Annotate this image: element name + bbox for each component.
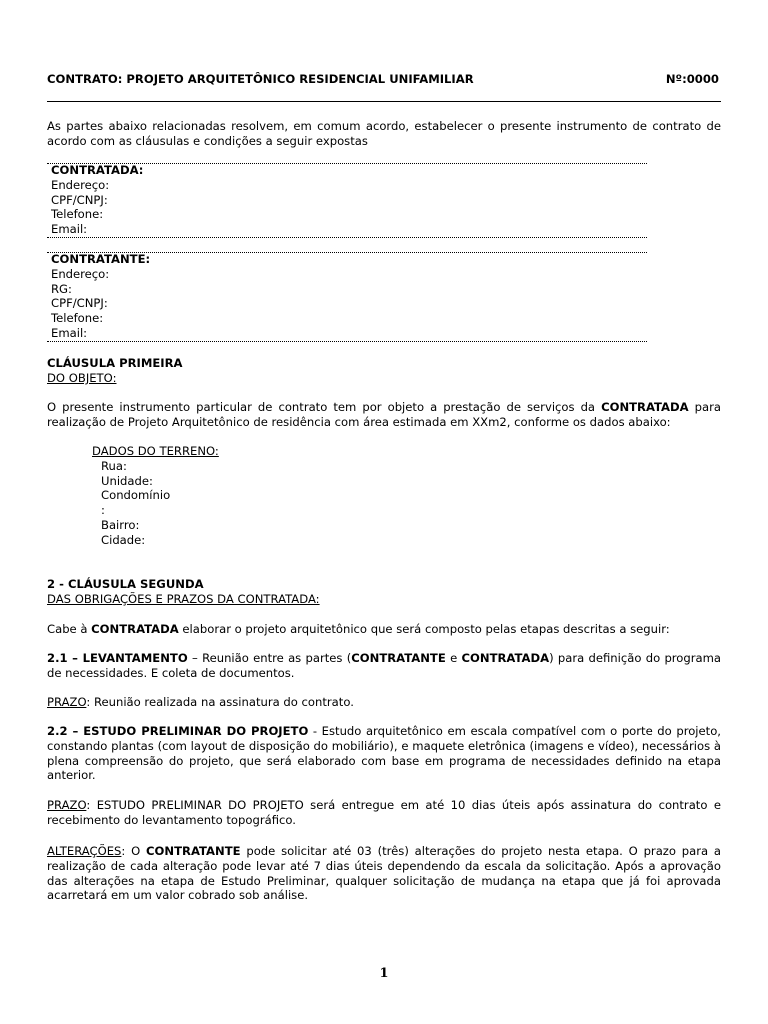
contratante-field: RG: bbox=[51, 281, 72, 296]
paragraph-text: ) para definição do programa de necessidades. E coleta de documentos. bbox=[47, 651, 722, 680]
terreno-title: DADOS DO TERRENO: bbox=[92, 444, 219, 458]
contratada-field: Email: bbox=[51, 222, 88, 237]
paragraph-text: Cabe à bbox=[47, 622, 88, 636]
paragraph-text: : O bbox=[121, 844, 141, 858]
terreno-field: : bbox=[101, 503, 105, 518]
contratada-field: Endereço: bbox=[51, 177, 110, 192]
terreno-field: Unidade: bbox=[101, 473, 153, 488]
terreno-field: Bairro: bbox=[101, 517, 140, 532]
clausula-primeira-paragraph bbox=[47, 400, 721, 430]
contratante-field: Telefone: bbox=[51, 311, 104, 326]
terreno-field: Condomínio bbox=[101, 488, 171, 503]
dados-terreno-block bbox=[92, 444, 219, 548]
bold-term: CONTRATADA bbox=[91, 622, 179, 636]
contratante-field: CPF/CNPJ: bbox=[51, 296, 108, 311]
prazo-label: PRAZO bbox=[47, 695, 87, 709]
contratante-field: Email: bbox=[51, 325, 88, 340]
clause-subtitle: DO OBJETO: bbox=[47, 370, 117, 385]
prazo-label: PRAZO bbox=[47, 798, 87, 812]
alteracoes-paragraph bbox=[47, 844, 721, 903]
clause-subtitle: DAS OBRIGAÇÕES E PRAZOS DA CONTRATADA: bbox=[47, 591, 320, 606]
contract-number: Nº:0000 bbox=[665, 72, 719, 86]
paragraph-text: e bbox=[450, 651, 458, 665]
contratante-block bbox=[47, 252, 647, 341]
section-title: 2.1 – LEVANTAMENTO bbox=[47, 651, 188, 665]
clause-title: CLÁUSULA PRIMEIRA bbox=[47, 356, 183, 370]
paragraph-text: elaborar o projeto arquitetônico que será composto pelas etapas descritas a seguir: bbox=[182, 622, 670, 636]
clausula-primeira-heading bbox=[47, 356, 721, 386]
dotted-divider bbox=[47, 237, 647, 238]
contratante-label: CONTRATANTE: bbox=[51, 252, 151, 266]
clausula-segunda-intro bbox=[47, 622, 721, 637]
contratada-block bbox=[47, 163, 647, 237]
terreno-field: Rua: bbox=[101, 458, 127, 473]
paragraph-text: pode solicitar até 03 (três) alterações do projeto nesta etapa. O prazo para a realização de cada alteração pode levar até 7 dias úteis dependendo da escala da solicitação. Após a aprovação das alterações na etapa de Estudo Preliminar, qualquer solicitação de mudança na etapa que já foi aprovada acarretará em um valor cobrado sob análise. bbox=[47, 844, 721, 903]
paragraph-text: para realização de Projeto Arquitetônico de residência com área estimada em XXm2, conforme os dados abaixo: bbox=[47, 400, 722, 429]
paragraph-text: : ESTUDO PRELIMINAR DO PROJETO será entregue em até 10 dias úteis após assinatura do contrato e recebimento do levantamento topográfico. bbox=[47, 798, 721, 827]
page-number: 1 bbox=[379, 966, 389, 981]
header-rule bbox=[47, 101, 721, 102]
clausula-segunda-heading bbox=[47, 577, 721, 607]
contratada-field: CPF/CNPJ: bbox=[51, 192, 108, 207]
contratada-field: Telefone: bbox=[51, 207, 104, 222]
document-header bbox=[47, 72, 721, 87]
section-title: 2.2 – ESTUDO PRELIMINAR DO PROJETO bbox=[47, 724, 309, 738]
dotted-divider bbox=[47, 341, 647, 342]
terreno-field: Cidade: bbox=[101, 532, 146, 547]
clause-title: 2 - CLÁUSULA SEGUNDA bbox=[47, 577, 204, 591]
bold-term: CONTRATADA bbox=[461, 651, 550, 665]
intro-paragraph: As partes abaixo relacionadas resolvem, em comum acordo, estabelecer o presente instrumento de contrato de acordo com as cláusulas e condições a seguir expostas bbox=[47, 119, 721, 148]
paragraph-text: – Reunião entre as partes ( bbox=[191, 651, 352, 665]
section-2-1 bbox=[47, 651, 721, 681]
prazo-2-2 bbox=[47, 798, 721, 828]
alteracoes-label: ALTERAÇÕES bbox=[47, 844, 122, 858]
section-2-2 bbox=[47, 724, 721, 783]
bold-term: CONTRATANTE bbox=[146, 844, 241, 858]
paragraph-text: : Reunião realizada na assinatura do contrato. bbox=[86, 695, 354, 709]
paragraph-text: O presente instrumento particular de contrato tem por objeto a prestação de serviços da bbox=[47, 400, 596, 414]
contratante-field: Endereço: bbox=[51, 266, 110, 281]
contratada-label: CONTRATADA: bbox=[51, 163, 144, 177]
contract-title: CONTRATO: PROJETO ARQUITETÔNICO RESIDENCIAL UNIFAMILIAR bbox=[47, 72, 474, 86]
bold-term: CONTRATANTE bbox=[351, 651, 446, 665]
bold-term: CONTRATADA bbox=[601, 400, 689, 414]
paragraph-text: - Estudo arquitetônico em escala compatível com o porte do projeto, constando plantas (com layout de disposição do mobiliário), e maquete eletrônica (imagens e vídeo), necessários à plena compreensão do projeto, que será elaborado com base em programa de necessidades definido na etapa anterior. bbox=[47, 724, 721, 783]
prazo-2-1 bbox=[47, 695, 721, 710]
